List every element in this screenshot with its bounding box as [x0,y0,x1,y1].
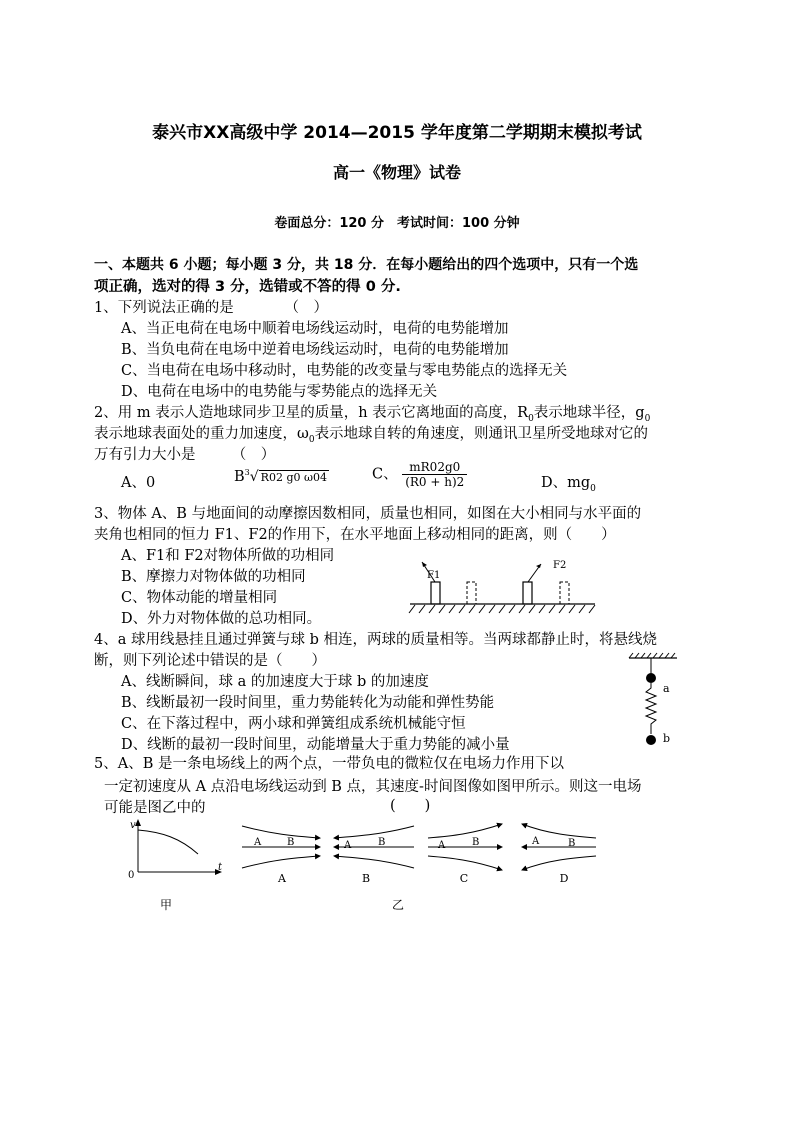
q2-option-a: A、0 [121,475,156,491]
q4-line1: 4、a 球用线悬挂且通过弹簧与球 b 相连，两球的质量相等。当两球都静止时，将悬线烧 [94,632,657,648]
block-a-moved [467,582,476,604]
label-v: v [130,820,136,831]
q2-line2 [94,422,648,445]
q4-spring-diagram [625,652,685,750]
q1-option-d: D、电荷在电场中的电势能与零势能点的选择无关 [121,384,438,400]
q4-option-d: D、线断的最初一段时间里，动能增量大于重力势能的减小量 [121,737,510,753]
q1-option-c: C、当电荷在电场中移动时，电势能的改变量与零电势能点的选择无关 [121,363,568,379]
field-c-point-a: A [438,840,446,851]
q5-line2: 一定初速度从 A 点沿电场线运动到 B 点，其速度-时间图像如图甲所示。则这一电场 [104,779,642,795]
q4-option-b: B、线断最初一段时间里，重力势能转化为动能和弹性势能 [121,695,495,711]
q2-line1 [94,401,650,424]
label-b: b [663,732,671,745]
q1-option-b: B、当负电荷在电场中逆着电场线运动时，电荷的电势能增加 [121,342,509,358]
q2-option-c-prefix: C、 [372,466,398,483]
section-intro-line2 [94,275,401,296]
q2-line1b-text: 表示地球半径，g [533,405,645,421]
q4-option-a: A、线断瞬间，球 a 的加速度大于球 b 的加速度 [121,674,429,690]
field-label-b: B [361,872,371,885]
block-a [431,582,440,604]
section-intro-line2-text: 项正确，选对的得 3 分，选错或不答的得 0 分. [94,279,401,295]
q3-force-diagram [405,552,600,618]
field-label-a: A [278,872,286,885]
q2-option-b-prefix: B [234,468,245,485]
q4-line2: 断，则下列论述中错误的是（ ） [94,653,326,669]
block-b-moved [560,582,569,604]
q2-option-d-text: D、mg [541,475,591,491]
field-option-a [242,826,320,868]
label-a: a [663,682,670,695]
q2-option-d-sub: 0 [590,483,596,494]
q2-option-d [541,471,596,494]
field-b-point-b: B [378,837,386,848]
q3-option-b: B、摩擦力对物体做的功相同 [121,569,306,585]
q2-line2-text: 表示地球表面处的重力加速度，ω [94,426,309,442]
q1-stem: 1、下列说法正确的是 （ ） [94,300,328,316]
exam-subtitle: 高一《物理》试卷 [332,163,461,182]
q1-option-a: A、当正电荷在电场中顺着电场线运动时，电荷的电势能增加 [121,321,509,337]
spring [646,683,656,734]
q2-line1-text: 2、用 m 表示人造地球同步卫星的质量，h 表示它离地面的高度，R [94,405,529,421]
field-d-point-b: B [568,838,576,849]
q2-option-c-denominator: (R0 + h)2 [405,475,465,489]
label-f1: F1 [427,570,441,581]
q2-option-b-root-index: 3 [244,468,250,477]
q3-option-d: D、外力对物体做的总功相同。 [121,611,322,627]
label-t: t [218,862,223,873]
q3-line1: 3、物体 A、B 与地面间的动摩擦因数相同，质量也相同，如图在大小相同与水平面的 [94,506,642,522]
q4-option-c: C、在下落过程中，两小球和弹簧组成系统机械能守恒 [121,716,466,732]
field-option-d [522,824,596,870]
exam-title: 泰兴市XX高级中学 2014—2015 学年度第二学期期末模拟考试 [152,123,642,143]
field-label-c: C [459,872,469,885]
ball-b [646,735,656,745]
q5-answer-paren: ( ) [390,798,431,814]
field-c-point-b: B [472,837,480,848]
q2-option-b: $B^3√$ R02 g0 ω04 [234,468,327,485]
label-origin: 0 [128,870,135,881]
q5-line3: 可能是图乙中的 [104,800,206,816]
q5-vt-graph [122,816,232,886]
q2-line1b-sub: 0 [644,413,651,424]
q2-option-c-numerator: mR02g0 [402,460,467,475]
field-a-point-a: A [254,837,262,848]
section-intro-line1: 一、本题共 6 小题；每小题 3 分，共 18 分．在每小题给出的四个选项中，只有一个选 [94,257,639,273]
ball-a [646,673,656,683]
q2-option-c-fraction [402,460,467,489]
q2-line2b-text: 表示地球自转的角速度，则通讯卫星所受地球对它的 [314,426,649,442]
q5-line1: 5、A、B 是一条电场线上的两个点，一带负电的微粒仅在电场力作用下以 [94,756,564,772]
label-f2: F2 [553,560,567,571]
field-option-b [334,826,414,868]
field-d-point-a: A [532,836,540,847]
q3-line2: 夹角也相同的恒力 F1、F2的作用下，在水平地面上移动相同的距离，则（ ） [94,527,616,543]
block-b [523,582,532,604]
q2-line2-sub: 0 [308,434,315,445]
q2-option-c [372,460,467,489]
q5-field-diagrams [232,816,612,888]
figure-label-yi: 乙 [392,898,405,912]
field-a-point-b: B [287,837,295,848]
field-option-c [428,824,502,870]
q3-option-a: A、F1和 F2对物体所做的功相同 [121,548,335,564]
figure-label-jia: 甲 [160,898,173,912]
q3-option-c: C、物体动能的增量相同 [121,590,278,606]
q2-line1-sub: 0 [528,413,534,424]
field-b-point-a: A [344,840,352,851]
exam-meta: 卷面总分：120 分 考试时间：100 分钟 [274,216,520,231]
field-label-d: D [559,872,569,885]
velocity-curve [138,830,198,854]
q2-line3: 万有引力大小是 （ ） [94,447,276,463]
q2-option-b-radicand: R02 g0 ω04 [260,470,327,484]
